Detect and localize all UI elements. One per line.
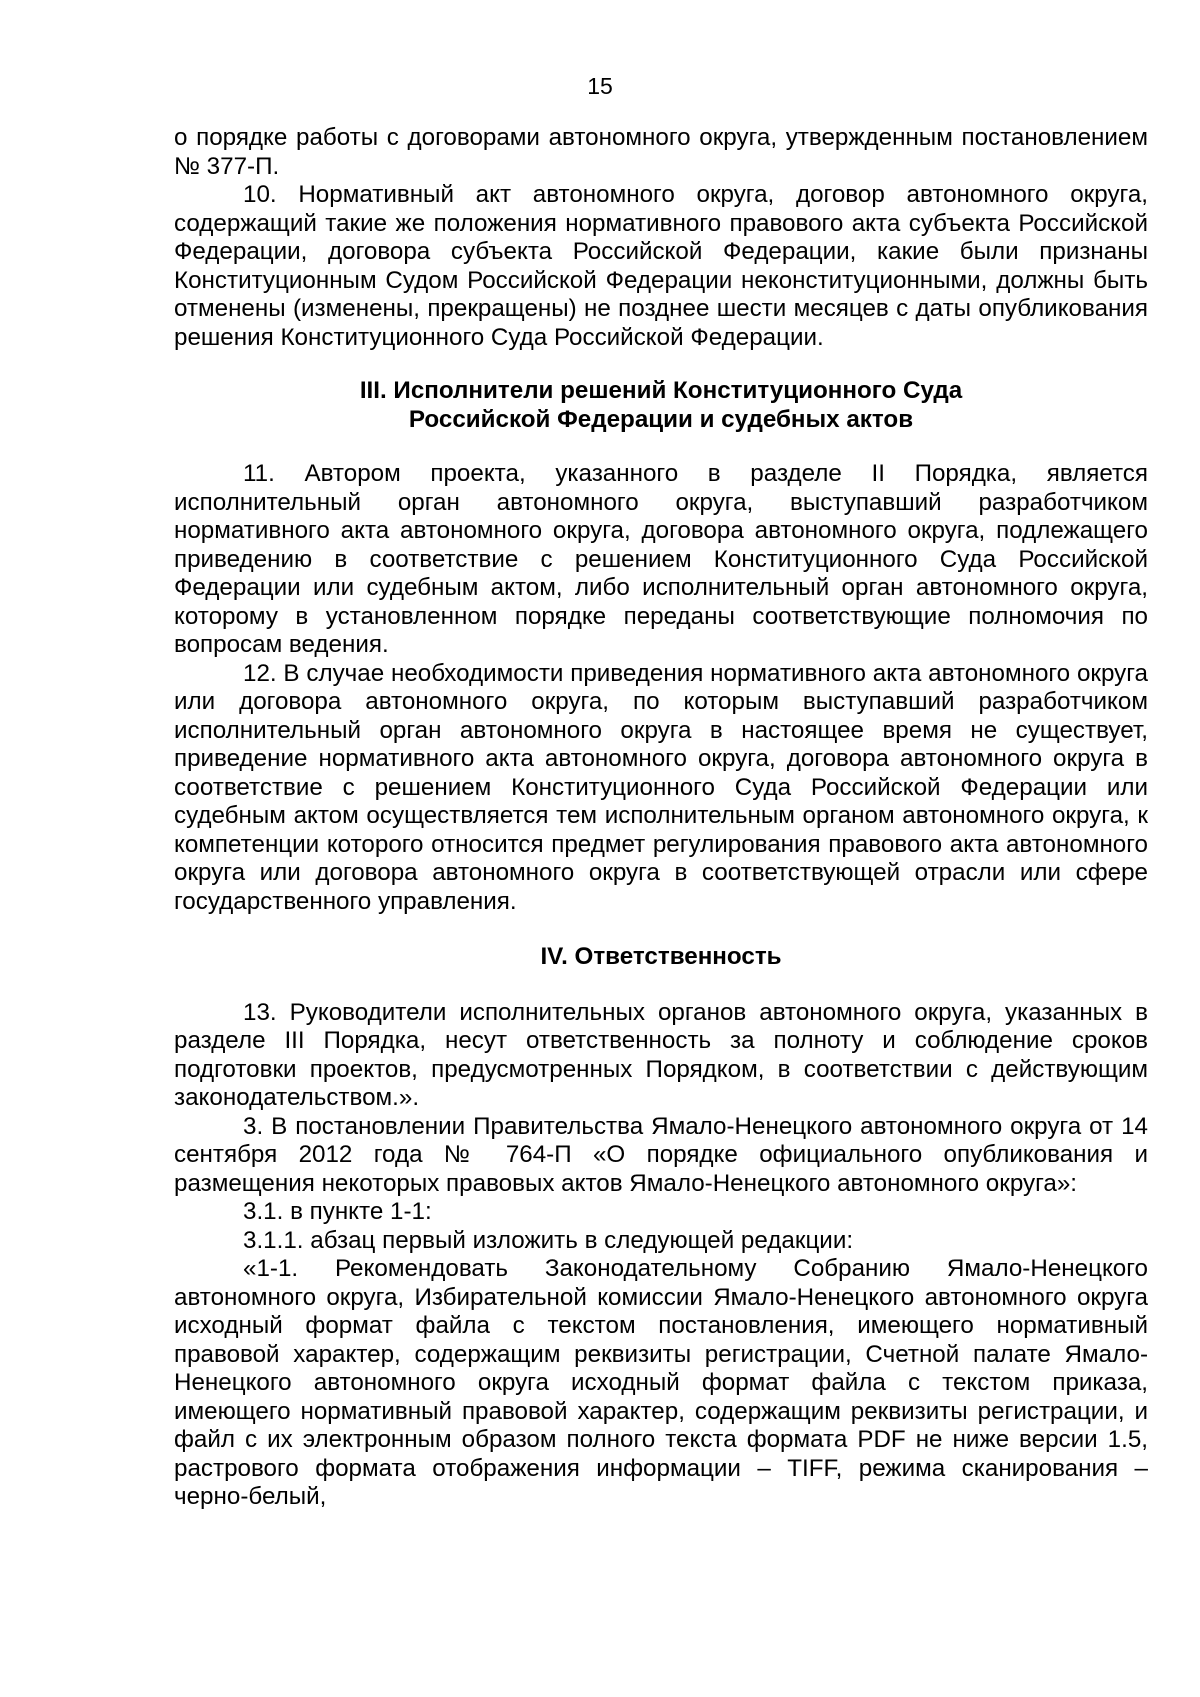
paragraph-item-3: 3. В постановлении Правительства Ямало-Ненецкого автономного округа от 14 сентября 2012 года № 764-П «О порядке официального опубликования и размещения некоторых правовых актов Ямало-Ненецкого автономного округа»: [174,1112,1148,1197]
section-3-heading [174,377,1148,434]
section-3-heading-line-2: Российской Федерации и судебных актов [408,405,914,433]
page-number: 15 [587,73,613,99]
paragraph-item-3-1: 3.1. в пункте 1-1: [243,1198,432,1225]
paragraph-item-1-1-quote: «1-1. Рекомендовать Законодательному Собранию Ямало-Ненецкого автономного округа, Избирательной комиссии Ямало-Ненецкого автономного округа исходный формат файла с текстом постановления, имеющего нормативный правовой характер, содержащим реквизиты регистрации, Счетной палате Ямало-Ненецкого автономного округа исходный формат файла с текстом приказа, имеющего нормативный правовой характер, содержащим реквизиты регистрации, и файл с их электронным образом полного текста формата PDF не ниже версии 1.5, растрового формата отображения информации – TIFF, режима сканирования – черно-белый, [174,1255,1148,1510]
section-3-heading-line-1: III. Исполнители решений Конституционного Суда [359,377,963,404]
paragraph-11: 11. Автором проекта, указанного в разделе II Порядка, является исполнительный орган автономного округа, выступавший разработчиком нормативного акта автономного округа, договора автономного округа, подлежащего приведению в соответствие с решением Конституционного Суда Российской Федерации или судебным актом, либо исполнительный орган автономного округа, которому в установленном порядке переданы соответствующие полномочия по вопросам ведения. [174,460,1148,658]
section-4-heading [174,943,1148,972]
paragraph-continuation: о порядке работы с договорами автономного округа, утвержденным постановлением № 377-П. [174,124,1148,180]
document-body [174,124,1148,1512]
paragraph-13: 13. Руководители исполнительных органов автономного округа, указанных в разделе III Порядка, несут ответственность за полноту и соблюдение сроков подготовки проектов, предусмотренных Порядком, в соответствии с действующим законодательством.». [174,998,1148,1111]
paragraph-10: 10. Нормативный акт автономного округа, договор автономного округа, содержащий такие же положения нормативного правового акта субъекта Российской Федерации, договора субъекта Российской Федерации, какие были признаны Конституционным Судом Российской Федерации неконституционными, должны быть отменены (изменены, прекращены) не позднее шести месяцев с даты опубликования решения Конституционного Суда Российской Федерации. [174,181,1148,351]
section-4-heading-title: IV. Ответственность [540,943,782,970]
paragraph-12: 12. В случае необходимости приведения нормативного акта автономного округа или договора автономного округа, по которым выступавший разработчиком исполнительный орган автономного округа в настоящее время не существует, приведение нормативного акта автономного округа, договора автономного округа в соответствие с решением Конституционного Суда Российской Федерации или судебным актом осуществляется тем исполнительным органом автономного округа, к компетенции которого относится предмет регулирования правового акта автономного округа или договора автономного округа в соответствующей отрасли или сфере государственного управления. [174,659,1148,915]
paragraph-item-3-1-1: 3.1.1. абзац первый изложить в следующей редакции: [243,1226,854,1254]
